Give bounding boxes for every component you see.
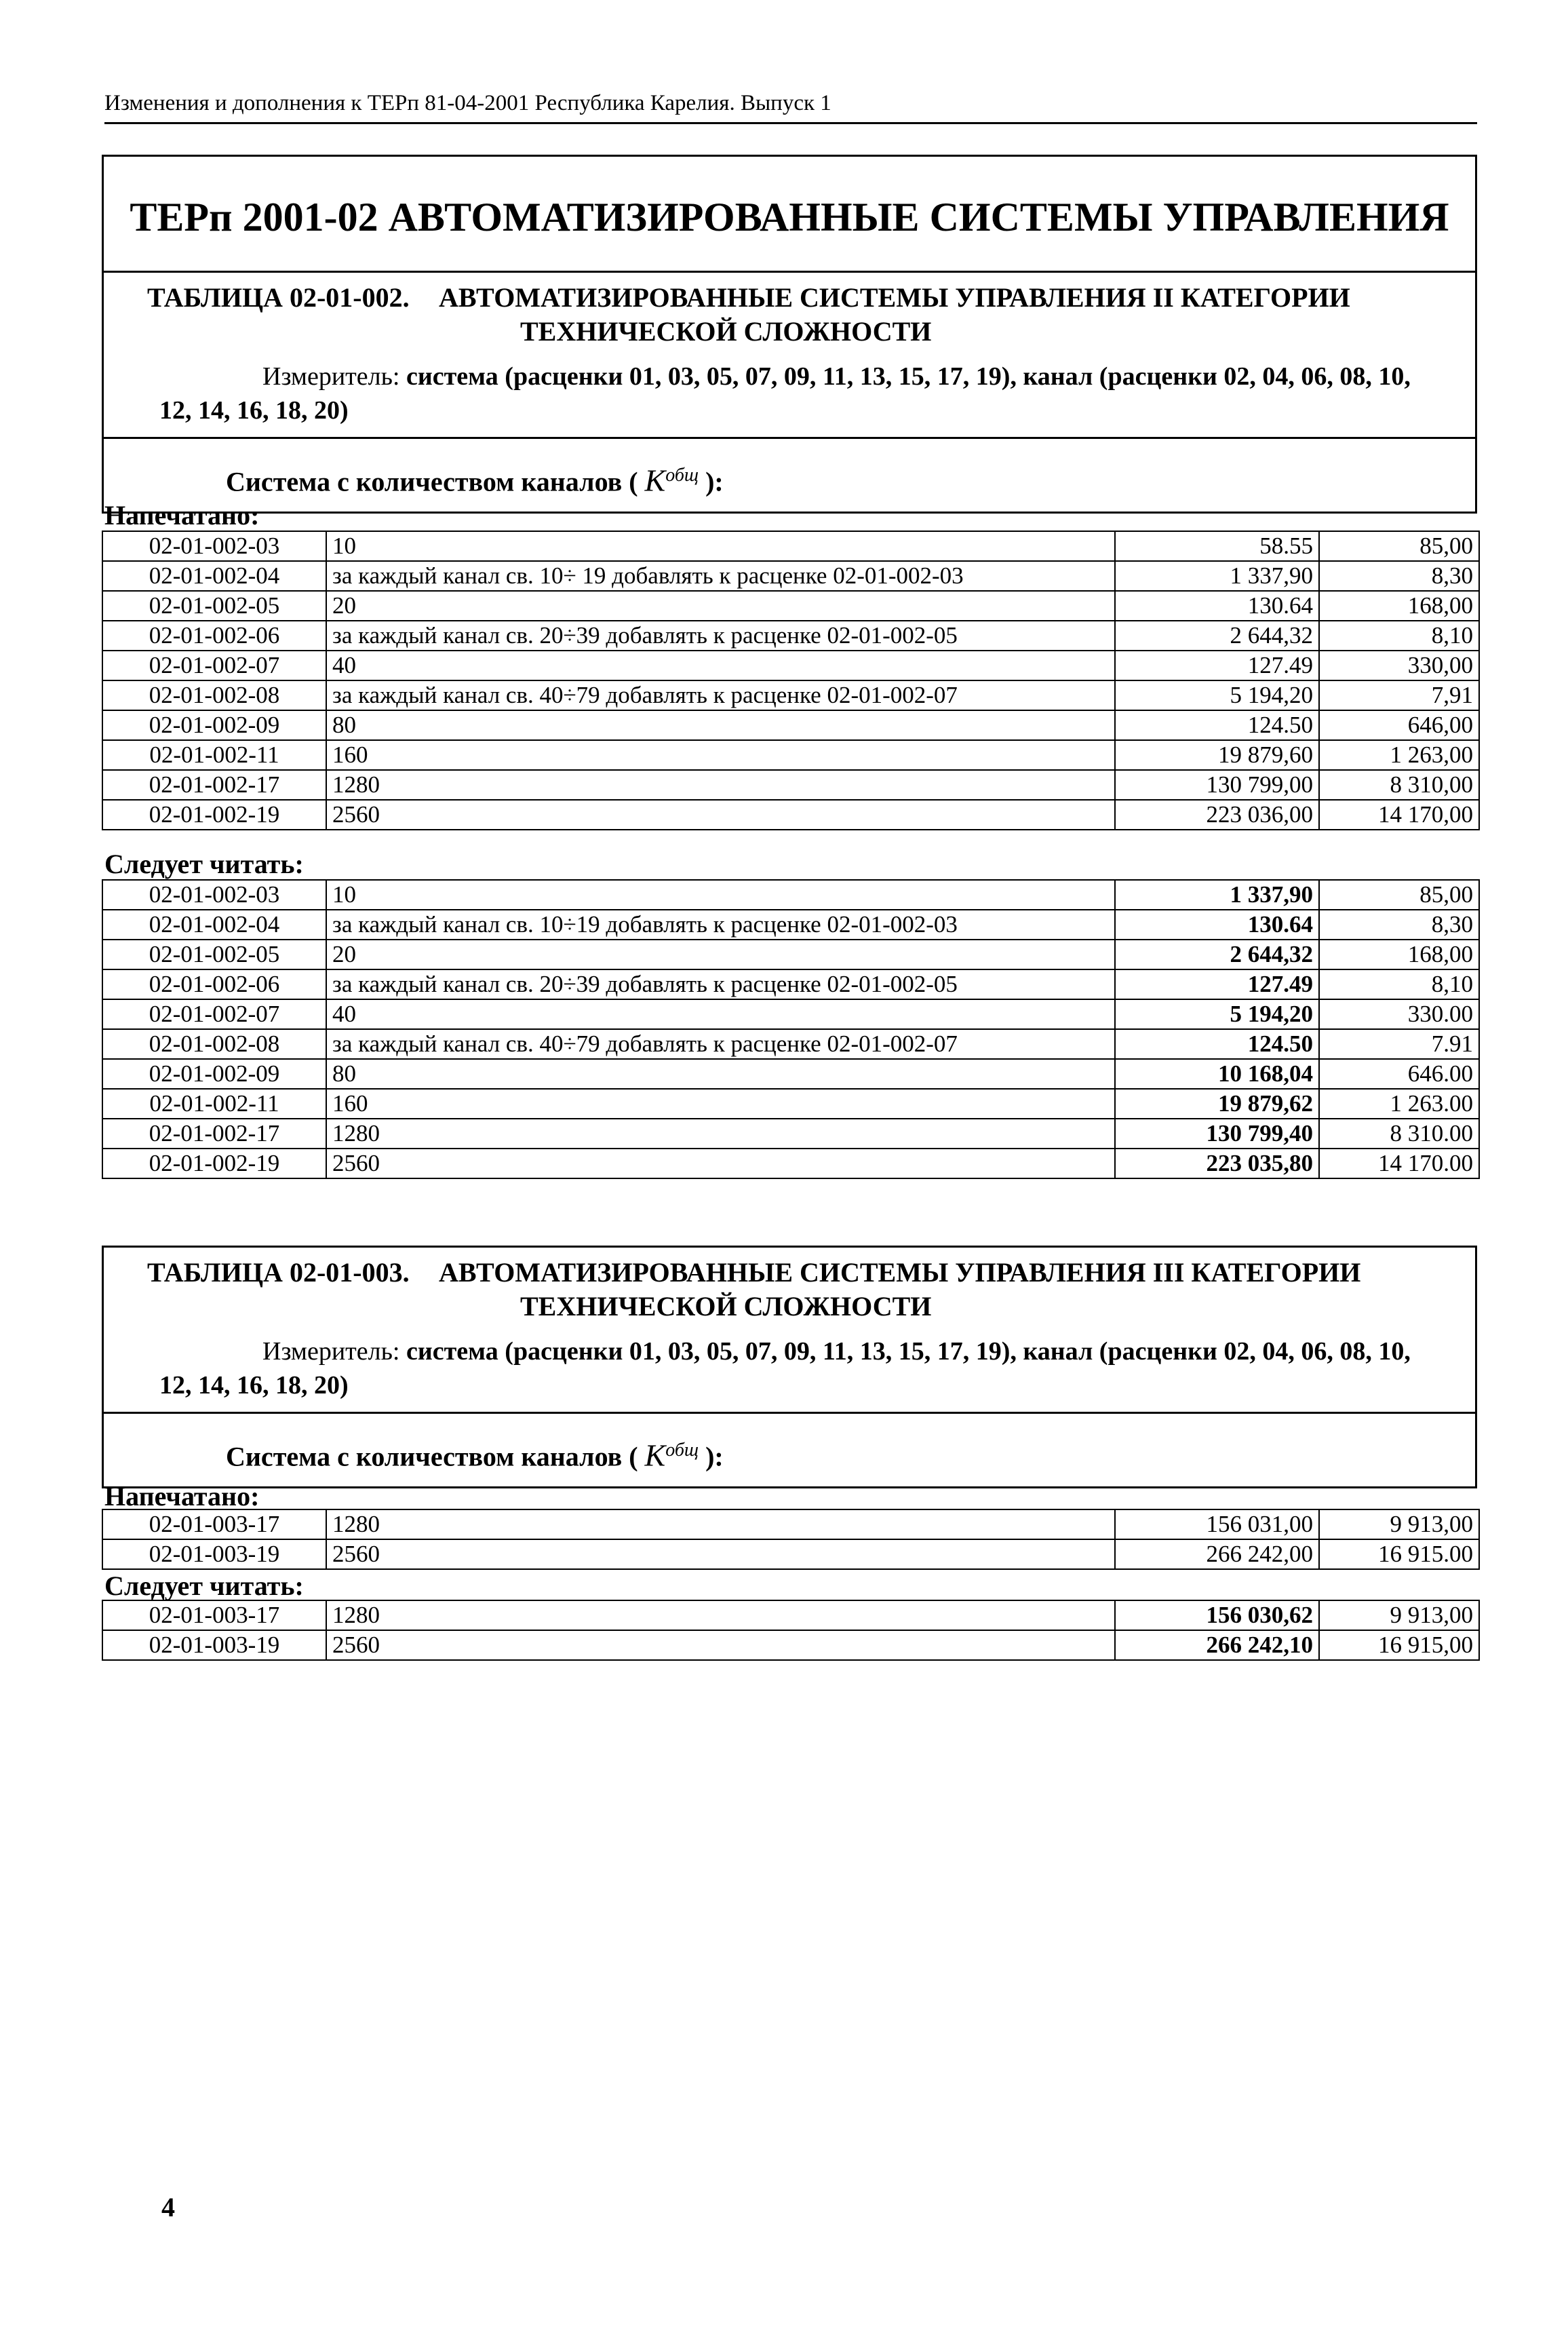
- cost-value-cell: 5 194,20: [1115, 999, 1319, 1029]
- rate-code-cell: 02-01-002-04: [102, 561, 326, 591]
- rate-code-cell: 02-01-002-08: [102, 680, 326, 710]
- table2-system-line: [104, 1414, 1475, 1486]
- extra-value-cell: 8,10: [1319, 621, 1479, 651]
- cost-value-cell: 130 799,40: [1115, 1119, 1319, 1149]
- table1-title-section: [104, 273, 1475, 439]
- rate-code-cell: 02-01-003-19: [102, 1539, 326, 1569]
- cost-value-cell: 130 799,00: [1115, 770, 1319, 800]
- rate-code-cell: 02-01-002-09: [102, 710, 326, 740]
- cost-value-cell: 124.50: [1115, 1029, 1319, 1059]
- description-cell: 80: [326, 710, 1115, 740]
- rate-code-cell: 02-01-002-08: [102, 1029, 326, 1059]
- extra-value-cell: 8,30: [1319, 910, 1479, 940]
- table-row: [102, 999, 1479, 1029]
- cost-value-cell: 127.49: [1115, 651, 1319, 680]
- table-row: [102, 621, 1479, 651]
- table2-system-label: Система с количеством каналов (: [226, 1441, 638, 1472]
- cost-value-cell: 266 242,00: [1115, 1539, 1319, 1569]
- extra-value-cell: 14 170,00: [1319, 800, 1479, 830]
- main-title-section: [104, 157, 1475, 273]
- table2-meter-line1: система (расценки 01, 03, 05, 07, 09, 11, 13, 15, 17, 19), канал (расценки 02, 04, 06, 08, 10,: [406, 1337, 1411, 1366]
- rate-code-cell: 02-01-002-06: [102, 621, 326, 651]
- extra-value-cell: 16 915.00: [1319, 1539, 1479, 1569]
- running-header: Изменения и дополнения к ТЕРп 81-04-2001 Республика Карелия. Выпуск 1: [104, 88, 1477, 124]
- cost-value-cell: 124.50: [1115, 710, 1319, 740]
- table-row: [102, 1600, 1479, 1630]
- extra-value-cell: 85,00: [1319, 880, 1479, 910]
- extra-value-cell: 7,91: [1319, 680, 1479, 710]
- rate-code-cell: 02-01-002-05: [102, 940, 326, 969]
- table2-k-superscript: общ: [665, 1440, 699, 1461]
- table-row: [102, 651, 1479, 680]
- description-cell: 1280: [326, 1600, 1115, 1630]
- rate-code-cell: 02-01-002-09: [102, 1059, 326, 1089]
- description-cell: 20: [326, 940, 1115, 969]
- table-row: [102, 910, 1479, 940]
- table1-title: [104, 273, 1475, 355]
- cost-value-cell: 19 879,62: [1115, 1089, 1319, 1119]
- table2-title-line1: АВТОМАТИЗИРОВАННЫЕ СИСТЕМЫ УПРАВЛЕНИЯ III КАТЕГОРИИ: [439, 1257, 1361, 1288]
- rate-code-cell: 02-01-003-17: [102, 1600, 326, 1630]
- table1-meter-label: Измеритель:: [262, 362, 400, 391]
- rate-code-cell: 02-01-002-19: [102, 800, 326, 830]
- table-row: [102, 770, 1479, 800]
- table1-title-label: ТАБЛИЦА 02-01-002.: [147, 282, 410, 313]
- description-cell: 20: [326, 591, 1115, 621]
- table2-meter-label: Измеритель:: [262, 1337, 400, 1366]
- description-cell: 160: [326, 1089, 1115, 1119]
- table-row: [102, 1029, 1479, 1059]
- table1-read-label: Следует читать:: [104, 849, 304, 879]
- extra-value-cell: 9 913,00: [1319, 1600, 1479, 1630]
- extra-value-cell: 7.91: [1319, 1029, 1479, 1059]
- table1-meter-line2: 12, 14, 16, 18, 20): [159, 396, 349, 425]
- description-cell: 160: [326, 740, 1115, 770]
- table-row: [102, 1089, 1479, 1119]
- rate-code-cell: 02-01-002-11: [102, 740, 326, 770]
- extra-value-cell: 646.00: [1319, 1059, 1479, 1089]
- table2-read-label: Следует читать:: [104, 1571, 304, 1601]
- description-cell: 40: [326, 651, 1115, 680]
- table-row: [102, 1149, 1479, 1178]
- table2-system-tail: ):: [705, 1441, 724, 1472]
- table2-title-label: ТАБЛИЦА 02-01-003.: [147, 1257, 410, 1288]
- cost-value-cell: 2 644,32: [1115, 940, 1319, 969]
- table2-meter-line2: 12, 14, 16, 18, 20): [159, 1371, 349, 1400]
- extra-value-cell: 8,10: [1319, 969, 1479, 999]
- description-cell: 2560: [326, 800, 1115, 830]
- table-row: [102, 1119, 1479, 1149]
- extra-value-cell: 16 915,00: [1319, 1630, 1479, 1660]
- cost-value-cell: 1 337,90: [1115, 880, 1319, 910]
- table2-printed-table: [102, 1509, 1480, 1570]
- rate-code-cell: 02-01-002-07: [102, 651, 326, 680]
- table2-system-section: [104, 1414, 1475, 1486]
- table-row: [102, 561, 1479, 591]
- table1-k-superscript: общ: [665, 465, 699, 486]
- description-cell: 10: [326, 531, 1115, 561]
- table2-k-symbol: K: [644, 1438, 666, 1473]
- description-cell: за каждый канал св. 40÷79 добавлять к расценке 02-01-002-07: [326, 1029, 1115, 1059]
- cost-value-cell: 127.49: [1115, 969, 1319, 999]
- rate-code-cell: 02-01-003-17: [102, 1509, 326, 1539]
- description-cell: 2560: [326, 1630, 1115, 1660]
- extra-value-cell: 330,00: [1319, 651, 1479, 680]
- extra-value-cell: 330.00: [1319, 999, 1479, 1029]
- description-cell: 1280: [326, 770, 1115, 800]
- table1-header-box: [102, 155, 1477, 514]
- cost-value-cell: 156 030,62: [1115, 1600, 1319, 1630]
- table1-title-line2: ТЕХНИЧЕСКОЙ СЛОЖНОСТИ: [520, 316, 932, 347]
- extra-value-cell: 14 170.00: [1319, 1149, 1479, 1178]
- table2-meter: [104, 1330, 1475, 1412]
- cost-value-cell: 1 337,90: [1115, 561, 1319, 591]
- main-title: ТЕРп 2001-02 АВТОМАТИЗИРОВАННЫЕ СИСТЕМЫ УПРАВЛЕНИЯ: [130, 195, 1449, 239]
- table-row: [102, 1509, 1479, 1539]
- table2-header-box: [102, 1246, 1477, 1488]
- cost-value-cell: 223 036,00: [1115, 800, 1319, 830]
- extra-value-cell: 8 310,00: [1319, 770, 1479, 800]
- page-number: 4: [161, 2192, 175, 2222]
- table-row: [102, 1630, 1479, 1660]
- table-row: [102, 1059, 1479, 1089]
- rate-code-cell: 02-01-002-07: [102, 999, 326, 1029]
- description-cell: за каждый канал св. 10÷ 19 добавлять к расценке 02-01-002-03: [326, 561, 1115, 591]
- cost-value-cell: 130.64: [1115, 591, 1319, 621]
- description-cell: 10: [326, 880, 1115, 910]
- rate-code-cell: 02-01-002-11: [102, 1089, 326, 1119]
- table1-meter: [104, 355, 1475, 437]
- cost-value-cell: 2 644,32: [1115, 621, 1319, 651]
- extra-value-cell: 9 913,00: [1319, 1509, 1479, 1539]
- table-row: [102, 740, 1479, 770]
- extra-value-cell: 168,00: [1319, 940, 1479, 969]
- table1-k-symbol: K: [644, 463, 666, 498]
- table1-meter-line1: система (расценки 01, 03, 05, 07, 09, 11, 13, 15, 17, 19), канал (расценки 02, 04, 06, 08, 10,: [406, 362, 1411, 391]
- table1-system-line: [104, 439, 1475, 512]
- table-row: [102, 880, 1479, 910]
- extra-value-cell: 168,00: [1319, 591, 1479, 621]
- table-row: [102, 531, 1479, 561]
- cost-value-cell: 5 194,20: [1115, 680, 1319, 710]
- extra-value-cell: 8 310.00: [1319, 1119, 1479, 1149]
- table2-title-section: [104, 1248, 1475, 1414]
- table-row: [102, 710, 1479, 740]
- description-cell: 2560: [326, 1539, 1115, 1569]
- table1-printed-table: [102, 531, 1480, 830]
- table-row: [102, 1539, 1479, 1569]
- table1-system-section: [104, 439, 1475, 512]
- description-cell: 1280: [326, 1119, 1115, 1149]
- table-row: [102, 800, 1479, 830]
- description-cell: за каждый канал св. 20÷39 добавлять к расценке 02-01-002-05: [326, 969, 1115, 999]
- description-cell: 40: [326, 999, 1115, 1029]
- extra-value-cell: 1 263,00: [1319, 740, 1479, 770]
- table-row: [102, 969, 1479, 999]
- rate-code-cell: 02-01-002-03: [102, 531, 326, 561]
- rate-code-cell: 02-01-003-19: [102, 1630, 326, 1660]
- cost-value-cell: 223 035,80: [1115, 1149, 1319, 1178]
- cost-value-cell: 130.64: [1115, 910, 1319, 940]
- table1-system-label: Система с количеством каналов (: [226, 466, 638, 497]
- extra-value-cell: 646,00: [1319, 710, 1479, 740]
- description-cell: за каждый канал св. 40÷79 добавлять к расценке 02-01-002-07: [326, 680, 1115, 710]
- table1-printed-label: Напечатано:: [104, 500, 260, 531]
- table2-printed-label: Напечатано:: [104, 1481, 260, 1511]
- cost-value-cell: 156 031,00: [1115, 1509, 1319, 1539]
- cost-value-cell: 58.55: [1115, 531, 1319, 561]
- table1-read-table: [102, 879, 1480, 1179]
- rate-code-cell: 02-01-002-03: [102, 880, 326, 910]
- rate-code-cell: 02-01-002-05: [102, 591, 326, 621]
- table2-title: [104, 1248, 1475, 1330]
- cost-value-cell: 10 168,04: [1115, 1059, 1319, 1089]
- table-row: [102, 591, 1479, 621]
- description-cell: за каждый канал св. 20÷39 добавлять к расценке 02-01-002-05: [326, 621, 1115, 651]
- table-row: [102, 680, 1479, 710]
- cost-value-cell: 266 242,10: [1115, 1630, 1319, 1660]
- table2-title-line2: ТЕХНИЧЕСКОЙ СЛОЖНОСТИ: [520, 1291, 932, 1322]
- table-row: [102, 940, 1479, 969]
- table1-title-line1: АВТОМАТИЗИРОВАННЫЕ СИСТЕМЫ УПРАВЛЕНИЯ II КАТЕГОРИИ: [439, 282, 1350, 313]
- extra-value-cell: 8,30: [1319, 561, 1479, 591]
- description-cell: 80: [326, 1059, 1115, 1089]
- extra-value-cell: 85,00: [1319, 531, 1479, 561]
- rate-code-cell: 02-01-002-06: [102, 969, 326, 999]
- rate-code-cell: 02-01-002-19: [102, 1149, 326, 1178]
- description-cell: 1280: [326, 1509, 1115, 1539]
- extra-value-cell: 1 263.00: [1319, 1089, 1479, 1119]
- rate-code-cell: 02-01-002-17: [102, 1119, 326, 1149]
- description-cell: за каждый канал св. 10÷19 добавлять к расценке 02-01-002-03: [326, 910, 1115, 940]
- rate-code-cell: 02-01-002-04: [102, 910, 326, 940]
- rate-code-cell: 02-01-002-17: [102, 770, 326, 800]
- description-cell: 2560: [326, 1149, 1115, 1178]
- cost-value-cell: 19 879,60: [1115, 740, 1319, 770]
- table1-system-tail: ):: [705, 466, 724, 497]
- table2-read-table: [102, 1600, 1480, 1661]
